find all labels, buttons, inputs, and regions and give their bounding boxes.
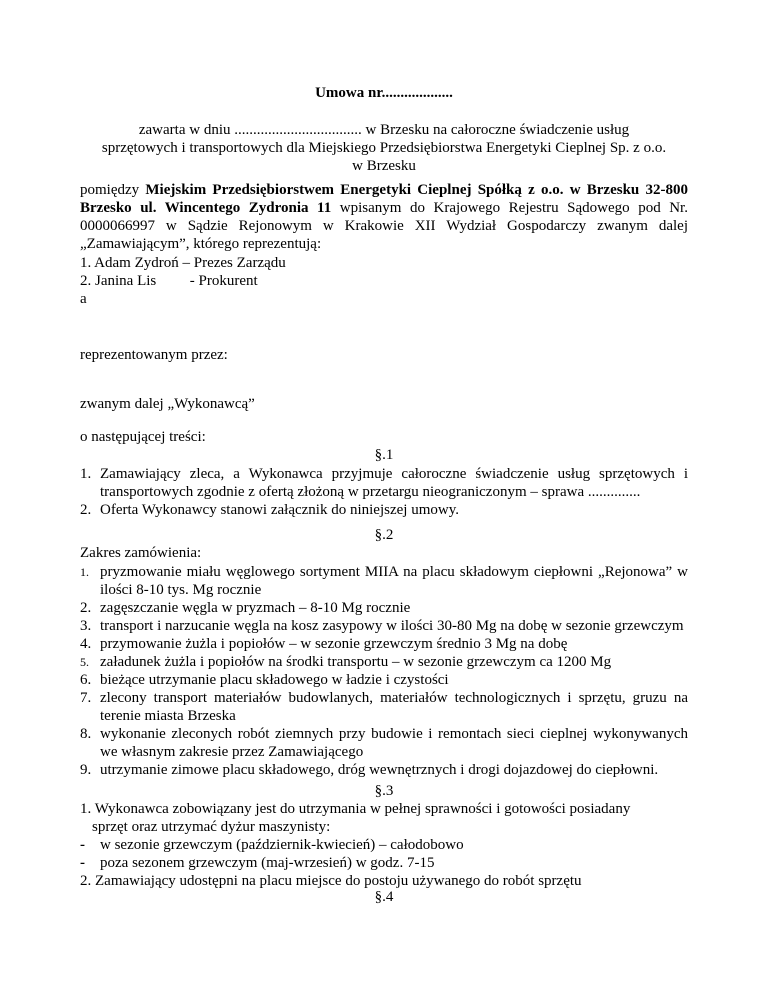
section-2-list (80, 563, 688, 779)
list-item-number: 2. (80, 502, 92, 518)
and-word: a (80, 291, 87, 307)
list-item (80, 599, 688, 617)
dash-marker: - (80, 855, 85, 871)
representative-2-role: - Prokurent (189, 273, 258, 289)
intro-line: sprzętowych i transportowych dla Miejskiego Przedsiębiorstwa Energetyki Cieplnej Sp. z o.o. (101, 140, 667, 156)
list-item (80, 635, 688, 653)
section-3-point-1-cont: sprzęt oraz utrzymać dyżur maszynisty: (92, 819, 331, 835)
list-item (80, 617, 688, 635)
duty-item (80, 836, 688, 854)
list-item-text: Oferta Wykonawcy stanowi załącznik do niniejszej umowy. (100, 502, 459, 518)
section-2-heading: §.2 (374, 527, 394, 543)
list-item (80, 501, 688, 519)
contractor-designation: zwanym dalej „Wykonawcą” (80, 396, 255, 412)
list-item-number: 7. (80, 690, 92, 706)
list-item-text: załadunek żużla i popiołów na środki transportu – w sezonie grzewczym ca 1200 Mg (100, 654, 612, 670)
section-1-heading: §.1 (374, 447, 394, 463)
list-item (80, 671, 688, 689)
section-3-point-2: 2. Zamawiający udostępni na placu miejsce do postoju używanego do robót sprzętu (80, 873, 582, 889)
list-item (80, 465, 688, 501)
intro-line: w Brzesku (352, 158, 416, 174)
company-name: Miejskim Przedsiębiorstwem Energetyki Cieplnej Spółką z o.o. w Brzesku 32-800 Brzesko ul. Wincentego Zydronia 11 (80, 182, 688, 216)
list-item-number: 1. (80, 466, 92, 482)
represented-by: reprezentowanym przez: (80, 347, 228, 363)
list-item (80, 653, 688, 671)
list-item-number: 9. (80, 762, 92, 778)
list-item-text: utrzymanie zimowe placu składowego, dróg wewnętrznych i drogi dojazdowej do ciepłowni. (100, 762, 659, 778)
duty-text: poza sezonem grzewczym (maj-wrzesień) w godz. 7-15 (100, 855, 435, 871)
section-1-list (80, 465, 688, 519)
list-item (80, 761, 688, 779)
representative-2-name: 2. Janina Lis (80, 273, 157, 289)
contract-title: Umowa nr................... (315, 85, 453, 101)
parties-prefix: pomiędzy (80, 182, 146, 198)
list-item-number: 8. (80, 726, 92, 742)
list-item-text: zlecony transport materiałów budowlanych, materiałów technologicznych i sprzętu, gruzu na terenie miasta Brzeska (100, 690, 688, 724)
dash-marker: - (80, 837, 85, 853)
list-item (80, 563, 688, 599)
list-item-number: 5. (80, 655, 89, 669)
section-4-heading: §.4 (374, 889, 394, 905)
list-item-text: zagęszczanie węgla w pryzmach – 8-10 Mg rocznie (100, 600, 411, 616)
list-item-text: wykonanie zleconych robót ziemnych przy budowie i remontach sieci cieplnej wykonywanych we własnym zakresie przez Zamawiającego (100, 726, 688, 760)
content-intro: o następującej treści: (80, 429, 206, 445)
section-3-body (80, 800, 688, 890)
list-item-number: 3. (80, 618, 92, 634)
list-item-text: bieżące utrzymanie placu składowego w ładzie i czystości (100, 672, 449, 688)
list-item-number: 1. (80, 565, 89, 579)
scope-intro: Zakres zamówienia: (80, 545, 202, 561)
list-item-text: przymowanie żużla i popiołów – w sezonie grzewczym średnio 3 Mg na dobę (100, 636, 568, 652)
parties-rest: wpisanym do Krajowego Rejestru Sądowego pod Nr. 0000066997 w Sądzie Rejonowym w Krakowie XII Wydział Gospodarczy zwanym dalej „Zamawiającym”, którego reprezentują: (80, 200, 688, 252)
list-item-text: pryzmowanie miału węglowego sortyment MIIA na placu składowym ciepłowni „Rejonowa” w ilości 8-10 tys. Mg rocznie (100, 564, 688, 598)
contract-intro (80, 121, 688, 175)
representative-2 (80, 273, 258, 290)
list-item-text: Zamawiający zleca, a Wykonawca przyjmuje całoroczne świadczenie usług sprzętowych i transportowych zgodnie z ofertą złożoną w przetargu nieograniczonym – sprawa .............. (100, 466, 688, 500)
list-item (80, 725, 688, 761)
section-3-point-1: 1. Wykonawca zobowiązany jest do utrzymania w pełnej sprawności i gotowości posiadany (80, 801, 631, 817)
list-item-number: 4. (80, 636, 92, 652)
list-item-number: 2. (80, 600, 92, 616)
parties-paragraph (80, 181, 688, 253)
section-3-heading: §.3 (374, 783, 394, 799)
duty-text: w sezonie grzewczym (październik-kwiecień) – całodobowo (100, 837, 464, 853)
representative-1: 1. Adam Zydroń – Prezes Zarządu (80, 255, 286, 271)
list-item (80, 689, 688, 725)
list-item-number: 6. (80, 672, 92, 688)
intro-line: zawarta w dniu .................................. w Brzesku na całoroczne świadczenie usług (138, 122, 630, 138)
duty-item (80, 854, 688, 872)
list-item-text: transport i narzucanie węgla na kosz zasypowy w ilości 30-80 Mg na dobę w sezonie grzewczym (100, 618, 684, 634)
